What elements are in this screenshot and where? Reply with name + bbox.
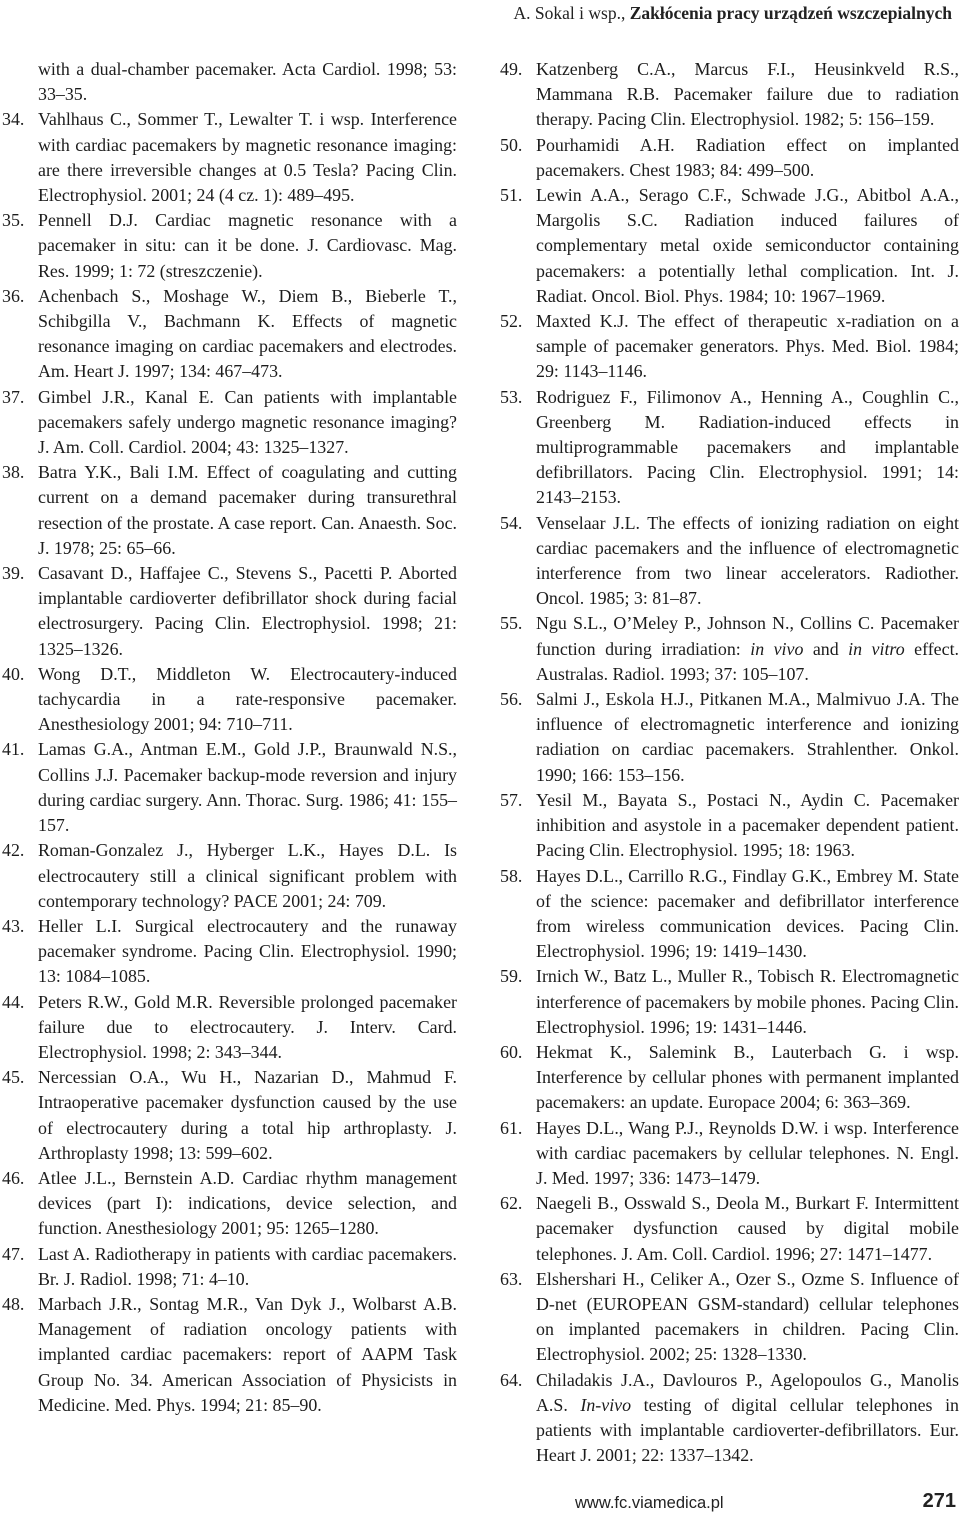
reference-text: Vahlhaus C., Sommer T., Lewalter T. i wsp. Interference with cardiac pacemakers by magnetic resonance imaging: are there irreversible changes at 0.5 Tesla? Pacing Clin. Electrophysiol. 2001; 24 (4 cz. 1): 489–495. — [38, 109, 457, 206]
reference-number: 47. — [2, 1243, 25, 1264]
reference-number: 57. — [500, 789, 523, 810]
reference-item — [2, 284, 457, 385]
reference-item — [2, 1292, 457, 1418]
reference-text: Batra Y.K., Bali I.M. Effect of coagulating and cutting current on a demand pacemaker during transurethral resection of the prostate. A case report. Can. Anaesth. Soc. J. 1978; 25: 65–66. — [38, 462, 457, 558]
reference-item — [500, 611, 959, 687]
reference-item — [2, 1166, 457, 1242]
reference-text: Naegeli B., Osswald S., Deola M., Burkart F. Intermittent pacemaker dysfunction caused by digital mobile telephones. J. Am. Coll. Cardiol. 1996; 27: 1471–1477. — [536, 1193, 959, 1264]
reference-text: Hekmat K., Salemink B., Lauterbach G. i wsp. Interference by cellular phones with permanent implanted pacemakers: an update. Europace 2004; 6: 363–369. — [536, 1041, 959, 1113]
reference-text: Yesil M., Bayata S., Postaci N., Aydin C. Pacemaker inhibition and asystole in a pacemaker dependent patient. Pacing Clin. Electrophysiol. 1995; 18: 1963. — [536, 789, 959, 861]
reference-number: 55. — [500, 613, 523, 634]
reference-number: 52. — [500, 311, 523, 332]
reference-text-part: testing of digital cellular telephones in patients with implantable cardioverter-defibrillators. Eur. Heart J. 2001; 22: 1337–1342. — [536, 1394, 959, 1466]
reference-item — [500, 864, 959, 965]
reference-list-right — [500, 57, 959, 1468]
reference-item — [2, 990, 457, 1066]
reference-number: 43. — [2, 915, 25, 936]
reference-text: Heller L.I. Surgical electrocautery and the runaway pacemaker syndrome. Pacing Clin. Electrophysiol. 1990; 13: 1084–1085. — [38, 915, 457, 987]
reference-number: 41. — [2, 739, 25, 760]
reference-text-part: and — [803, 638, 849, 659]
reference-number: 48. — [2, 1293, 25, 1314]
reference-number: 36. — [2, 285, 25, 306]
reference-number: 50. — [500, 134, 523, 155]
reference-text: Lamas G.A., Antman E.M., Gold J.P., Braunwald N.S., Collins J.J. Pacemaker backup-mode reversion and injury during cardiac surgery. Ann. Thorac. Surg. 1986; 41: 155–157. — [38, 739, 457, 836]
reference-item — [500, 385, 959, 511]
reference-number: 44. — [2, 991, 25, 1012]
reference-text: Pennell D.J. Cardiac magnetic resonance with a pacemaker in situ: can it be done. J. Cardiovasc. Mag. Res. 1999; 1: 72 (streszczenie). — [38, 210, 457, 281]
reference-item — [500, 687, 959, 788]
reference-text: Pourhamidi A.H. Radiation effect on implanted pacemakers. Chest 1983; 84: 499–500. — [536, 134, 959, 180]
reference-text: Gimbel J.R., Kanal E. Can patients with implantable pacemakers safely undergo magnetic resonance imaging? J. Am. Coll. Cardiol. 2004; 43: 1325–1327. — [38, 386, 457, 458]
references-left-column — [2, 57, 457, 1418]
reference-text: Last A. Radiotherapy in patients with cardiac pacemakers. Br. J. Radiol. 1998; 71: 4–10. — [38, 1243, 457, 1289]
reference-text: Wong D.T., Middleton W. Electrocautery-induced tachycardia in a rate-responsive pacemaker. Anesthesiology 2001; 94: 710–711. — [38, 663, 457, 735]
reference-item — [500, 788, 959, 864]
reference-text: Elshershari H., Celiker A., Ozer S., Ozme S. Influence of D-net (EUROPEAN GSM-standard) cellular telephones on implanted pacemakers in children. Pacing Clin. Electrophysiol. 2002; 25: 1328–1330. — [536, 1268, 959, 1365]
reference-number: 46. — [2, 1167, 25, 1188]
reference-text: Hayes D.L., Carrillo R.G., Findlay G.K., Embrey M. State of the science: pacemaker and defibrillator interference from wireless communication devices. Pacing Clin. Electrophysiol. 1996; 19: 1419–1430. — [536, 865, 959, 962]
reference-text: Lewin A.A., Serago C.F., Schwade J.G., Abitbol A.A., Margolis S.C. Radiation induced failures of complementary metal oxide semiconductor containing pacemakers: a potentially lethal complication. Int. J. Radiat. Oncol. Biol. Phys. 1984; 10: 1967–1969. — [536, 185, 959, 306]
page-number: 271 — [922, 1490, 956, 1512]
reference-number: 35. — [2, 210, 25, 231]
reference-number: 64. — [500, 1369, 523, 1390]
reference-item — [500, 57, 959, 133]
reference-text — [536, 611, 959, 687]
reference-item — [500, 183, 959, 309]
reference-text-italic: in vitro — [848, 638, 905, 659]
reference-number: 40. — [2, 663, 25, 684]
reference-text: Katzenberg C.A., Marcus F.I., Heusinkveld R.S., Mammana R.B. Pacemaker failure due to radiation therapy. Pacing Clin. Electrophysiol. 1982; 5: 156–159. — [536, 59, 959, 130]
reference-text: Nercessian O.A., Wu H., Nazarian D., Mahmud F. Intraoperative pacemaker dysfunction caused by the use of electrocautery during a total hip arthroplasty. J. Arthroplasty 1998; 13: 599–602. — [38, 1067, 457, 1163]
reference-text: Achenbach S., Moshage W., Diem B., Bieberle T., Schibgilla V., Bachmann K. Effects of magnetic resonance imaging on cardiac pacemakers and electrodes. Am. Heart J. 1997; 134: 467–473. — [38, 285, 457, 382]
reference-number: 39. — [2, 563, 25, 584]
reference-number: 62. — [500, 1193, 523, 1214]
running-head — [514, 3, 952, 24]
reference-text-part: Ngu S.L., O’Meley P., Johnson N., Collins C. Pacemaker function during irradiation: — [536, 613, 959, 659]
reference-item — [2, 1065, 457, 1166]
reference-text: Hayes D.L., Wang P.J., Reynolds D.W. i wsp. Interference with cardiac pacemakers by cellular telephones. N. Engl. J. Med. 1997; 336: 1473–1479. — [536, 1117, 959, 1188]
reference-item — [500, 133, 959, 183]
reference-text — [536, 1368, 959, 1469]
reference-text: Peters R.W., Gold M.R. Reversible prolonged pacemaker failure due to electrocautery. J. Interv. Card. Electrophysiol. 1998; 2: 343–344. — [38, 991, 457, 1062]
reference-item — [500, 511, 959, 612]
reference-item — [2, 737, 457, 838]
reference-item — [500, 1368, 959, 1469]
reference-text: Roman-Gonzalez J., Hyberger L.K., Hayes D.L. Is electrocautery still a clinical significant problem with contemporary technology? PACE 2001; 24: 709. — [38, 840, 457, 911]
reference-number: 37. — [2, 386, 25, 407]
reference-number: 59. — [500, 966, 523, 987]
reference-text: Venselaar J.L. The effects of ionizing radiation on eight cardiac pacemakers and the influence of electromagnetic interference from two linear accelerators. Radiother. Oncol. 1985; 3: 81–87. — [536, 512, 959, 609]
reference-text: Marbach J.R., Sontag M.R., Van Dyk J., Wolbarst A.B. Management of radiation oncology patients with implanted cardiac pacemakers: report of AAPM Task Group No. 34. American Association of Physicists in Medicine. Med. Phys. 1994; 21: 85–90. — [38, 1293, 457, 1415]
reference-continuation: with a dual-chamber pacemaker. Acta Cardiol. 1998; 53: 33–35. — [38, 59, 457, 105]
reference-number: 58. — [500, 865, 523, 886]
reference-item — [2, 561, 457, 662]
reference-item — [2, 208, 457, 284]
reference-number: 42. — [2, 840, 25, 861]
reference-item — [500, 1116, 959, 1192]
reference-text-italic: In-vivo — [580, 1394, 632, 1415]
running-head-authors: A. Sokal i wsp., — [513, 3, 630, 23]
reference-number: 49. — [500, 59, 523, 79]
reference-item — [2, 1242, 457, 1292]
reference-number: 38. — [2, 462, 25, 483]
reference-item — [2, 385, 457, 461]
reference-text-part: effect. Australas. Radiol. 1993; 37: 105–107. — [536, 638, 960, 684]
footer-url: www.fc.viamedica.pl — [575, 1494, 724, 1512]
reference-item — [500, 1040, 959, 1116]
reference-list-left — [2, 107, 457, 1418]
references-right-column — [500, 57, 959, 1468]
reference-item — [2, 460, 457, 561]
reference-item — [500, 1191, 959, 1267]
reference-item — [2, 914, 457, 990]
reference-number: 45. — [2, 1067, 25, 1088]
reference-number: 54. — [500, 512, 523, 533]
reference-number: 34. — [2, 109, 25, 130]
reference-item — [500, 1267, 959, 1368]
reference-number: 53. — [500, 386, 523, 407]
reference-text-part: Chiladakis J.A., Davlouros P., Agelopoulos G., Manolis A.S. — [536, 1369, 959, 1415]
reference-item — [2, 107, 457, 208]
reference-item — [500, 309, 959, 385]
reference-text: Atlee J.L., Bernstein A.D. Cardiac rhythm management devices (part I): indications, device selection, and function. Anesthesiology 2001; 95: 1265–1280. — [38, 1167, 457, 1239]
reference-item — [2, 838, 457, 914]
running-head-title: Zakłócenia pracy urządzeń wszczepialnych — [629, 3, 952, 23]
reference-number: 56. — [500, 689, 523, 710]
reference-item — [2, 662, 457, 738]
reference-text: Maxted K.J. The effect of therapeutic x-radiation on a sample of pacemaker generators. Phys. Med. Biol. 1984; 29: 1143–1146. — [536, 311, 959, 382]
reference-number: 60. — [500, 1041, 523, 1062]
reference-text: Casavant D., Haffajee C., Stevens S., Pacetti P. Aborted implantable cardioverter defibrillator shock during facial electrosurgery. Pacing Clin. Electrophysiol. 1998; 21: 1325–1326. — [38, 563, 457, 659]
reference-text-italic: in vivo — [750, 638, 804, 659]
reference-text: Irnich W., Batz L., Muller R., Tobisch R. Electromagnetic interference of pacemakers by mobile phones. Pacing Clin. Electrophysiol. 1996; 19: 1431–1446. — [536, 966, 959, 1037]
reference-number: 61. — [500, 1117, 523, 1138]
reference-number: 63. — [500, 1268, 523, 1289]
reference-text: Rodriguez F., Filimonov A., Henning A., Coughlin C., Greenberg M. Radiation-induced effects in multiprogrammable pacemakers and implantable defibrillators. Pacing Clin. Electrophysiol. 1991; 14: 2143–2153. — [536, 386, 959, 508]
reference-item — [500, 964, 959, 1040]
reference-number: 51. — [500, 185, 523, 206]
reference-text: Salmi J., Eskola H.J., Pitkanen M.A., Malmivuo J.A. The influence of electromagnetic interference and ionizing radiation on cardiac pacemakers. Strahlenther. Onkol. 1990; 166: 153–156. — [536, 689, 959, 785]
